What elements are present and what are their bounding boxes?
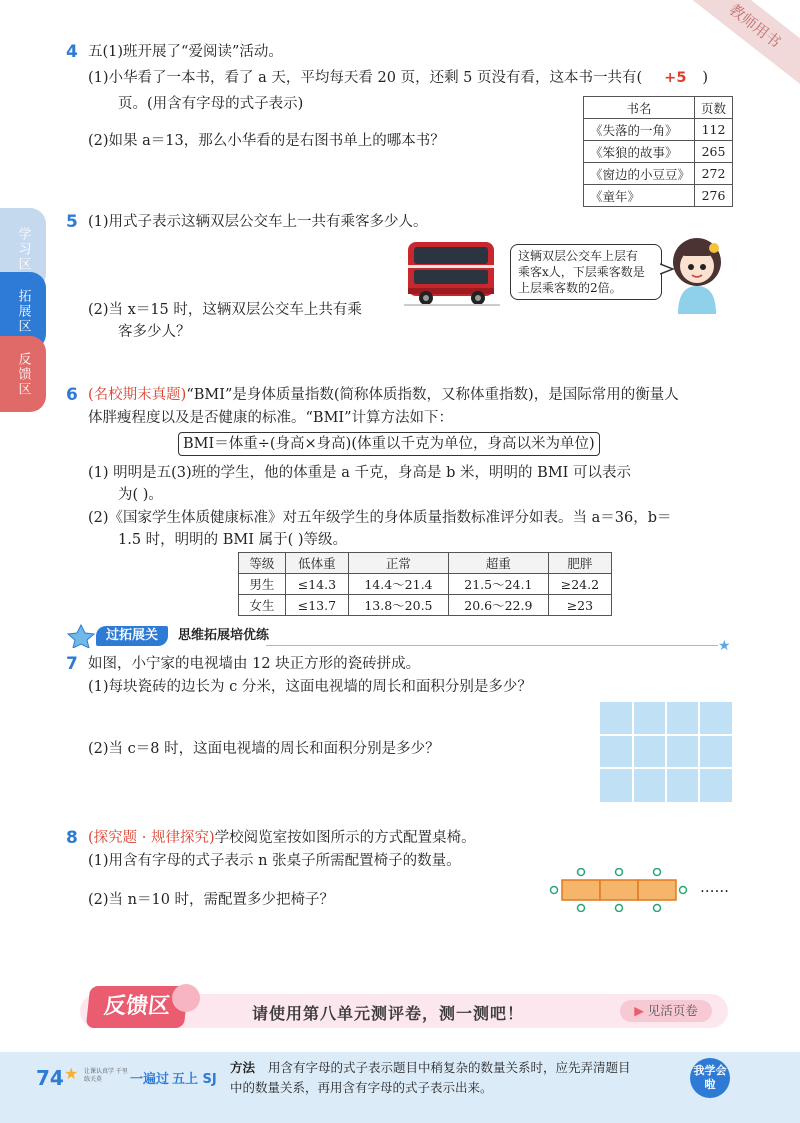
q7-stem: 如图，小宁家的电视墙由 12 块正方形的瓷砖拼成。: [88, 656, 421, 672]
brand-name: 一遍过: [130, 1072, 170, 1087]
section-subtitle: 思维拓展培优练: [178, 628, 270, 643]
section-header: [66, 624, 732, 654]
tables-chairs-diagram: [548, 868, 688, 912]
q4-part1: (1)小华看了一本书，看了 a 天，平均每天看 20 页，还剩 5 页没有看，这本书一共有( +5 ): [88, 70, 709, 86]
q4-number: 4: [66, 42, 78, 62]
q5-part1: (1)用式子表示这辆双层公交车上一共有乘客多少人。: [88, 214, 428, 230]
q6-part1: (1) 明明是五(3)班的学生，他的体重是 a 千克，身高是 b 米，明明的 BMI 可以表示: [88, 465, 631, 481]
girl-avatar-illustration: [664, 234, 730, 314]
method-line2: 中的数量关系，再用含有字母的式子表示出来。: [230, 1080, 493, 1095]
bmi-formula-box: BMI＝体重÷(身高×身高)(体重以千克为单位，身高以米为单位): [178, 432, 600, 456]
q4-answer: +5: [664, 70, 687, 86]
flower-mascot-icon: [172, 984, 200, 1012]
q8-number: 8: [66, 828, 78, 848]
q7-number: 7: [66, 654, 78, 674]
side-tab-study[interactable]: 学习区: [0, 208, 46, 290]
continuation-dots: ……: [700, 880, 729, 896]
q8-tag: (探究题 · 规律探究): [88, 830, 215, 846]
table-row: 《笨狼的故事》 265: [584, 141, 733, 163]
q5-part2-line2: 客多少人？: [118, 324, 191, 340]
method-line1: 用含有字母的式子表示题目中稍复杂的数量关系时，应先弄清题目: [268, 1060, 631, 1075]
q5-part2: (2)当 x＝15 时，这辆双层公交车上共有乘: [88, 302, 362, 318]
q6-number: 6: [66, 385, 78, 405]
section-badge: 过拓展关: [96, 626, 168, 646]
learned-badge: 我学会啦: [690, 1058, 730, 1098]
q6-tag: (名校期末真题): [88, 387, 187, 403]
table-row: 《童年》 276: [584, 185, 733, 207]
q8-part1: (1)用含有字母的式子表示 n 张桌子所需配置椅子的数量。: [88, 853, 461, 869]
table-row: 男生 ≤14.3 14.4～21.4 21.5～24.1 ≥24.2: [239, 574, 612, 595]
star-mascot-icon: [66, 624, 96, 648]
q7-part2: (2)当 c＝8 时，这面电视墙的周长和面积分别是多少？: [88, 741, 440, 757]
see-worksheet-button[interactable]: ▶ 见活页卷: [620, 1000, 712, 1022]
table-row: 《失落的一角》 112: [584, 119, 733, 141]
q8-stem: (探究题 · 规律探究)学校阅览室按如图所示的方式配置桌椅。: [88, 830, 476, 846]
play-arrow-icon: ▶: [634, 1003, 644, 1018]
star-icon-footer: ★: [64, 1064, 79, 1083]
book-list-table: 书名 页数 《失落的一角》 112 《笨狼的故事》 265 《窗边的小豆豆》 272 《童年》 276: [583, 96, 733, 207]
feedback-slogan: 请使用第八单元测评卷，测一测吧！: [252, 1004, 525, 1023]
q4-stem: 五(1)班开展了“爱阅读”活动。: [88, 44, 283, 60]
side-tab-extend[interactable]: 拓展区: [0, 272, 46, 350]
q5-number: 5: [66, 212, 78, 232]
feedback-label: 反馈区: [86, 986, 188, 1028]
double-decker-bus-illustration: [404, 238, 500, 308]
q6-line1: (名校期末真题)“BMI”是身体质量指数(简称体质指数，又称体重指数)，是国际常用的衡量人: [88, 387, 679, 403]
corner-stamp-text: 教师用书: [725, 0, 785, 52]
bmi-standard-table: 等级 低体重 正常 超重 肥胖 男生 ≤14.3 14.4～21.4 21.5～24.1 ≥24.2 女生 ≤13.7 13.8～20.5 20.6～22.9 ≥23: [238, 552, 612, 616]
q4-part1-line2: 页。(用含有字母的式子表示): [118, 96, 304, 112]
page-number: 74: [36, 1066, 64, 1090]
speech-bubble: 这辆双层公交车上层有 乘客x人，下层乘客数是 上层乘客数的2倍。: [510, 244, 662, 300]
side-tab-feedback[interactable]: 反馈区: [0, 336, 46, 412]
q6-part2-line2: 1.5 时，明明的 BMI 属于( )等级。: [118, 532, 348, 548]
grade-label: 五上 SJ: [172, 1072, 217, 1087]
section-divider: [266, 645, 718, 646]
table-row: 《窗边的小豆豆》 272: [584, 163, 733, 185]
star-icon: ★: [718, 638, 731, 654]
q6-line2: 体胖瘦程度以及是否健康的标准。“BMI”计算方法如下：: [88, 410, 454, 426]
q6-part2: (2)《国家学生体质健康标准》对五年级学生的身体质量指数标准评分如表。当 a＝36，b＝: [88, 510, 672, 526]
q6-part1-line2: 为( )。: [118, 487, 163, 503]
q7-part1: (1)每块瓷砖的边长为 c 分米，这面电视墙的周长和面积分别是多少？: [88, 679, 532, 695]
brand-tagline: 让课认真学 千里练关莫: [84, 1068, 128, 1083]
tile-wall-grid: [600, 702, 732, 802]
table-row: 女生 ≤13.7 13.8～20.5 20.6～22.9 ≥23: [239, 595, 612, 616]
q8-part2: (2)当 n＝10 时，需配置多少把椅子？: [88, 892, 335, 908]
method-label: 方法: [230, 1060, 256, 1075]
q4-part2: (2)如果 a＝13，那么小华看的是右图书单上的哪本书？: [88, 133, 445, 149]
